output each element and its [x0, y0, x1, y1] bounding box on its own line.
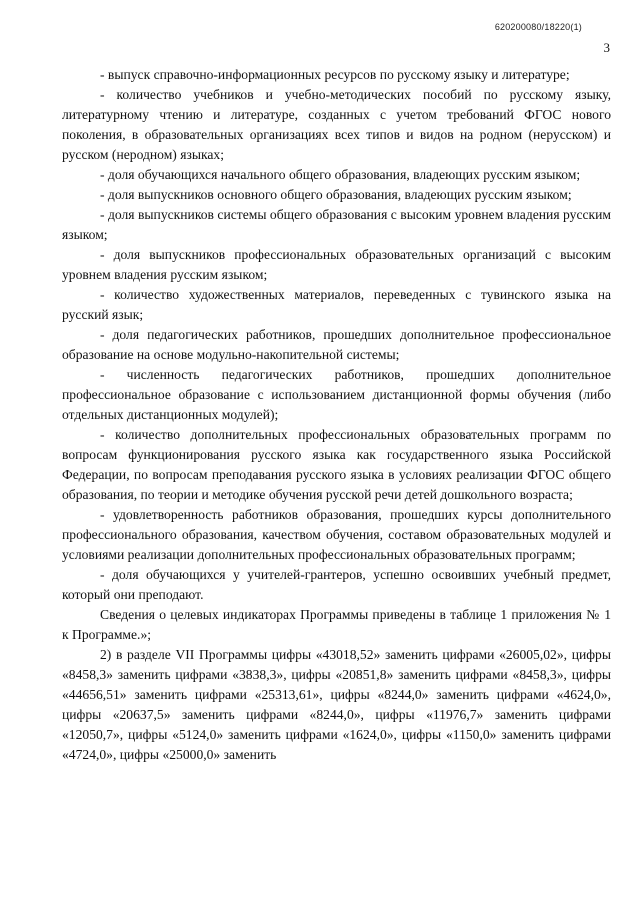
- list-item-general-graduates-share: - доля выпускников системы общего образования с высоким уровнем владения русским языком;: [62, 207, 611, 242]
- indicators-reference-paragraph: Сведения о целевых индикаторах Программы приведены в таблице 1 приложения № 1 к Программе.»;: [62, 607, 611, 642]
- list-item-basic-graduates-share: - доля выпускников основного общего образования, владеющих русским языком;: [100, 187, 572, 202]
- list-item-primary-students-share: - доля обучающихся начального общего образования, владеющих русским языком;: [100, 167, 581, 182]
- list-item-teachers-distance-count: - численность педагогических работников, прошедших дополнительное профессиональное образование с использованием дистанционной формы обучения (либо отдельных дистанционных модулей);: [62, 367, 611, 422]
- list-item-teachers-modular-share: - доля педагогических работников, прошедших дополнительное профессиональное образование на основе модульно-накопительной системы;: [62, 327, 611, 362]
- section-vii-amendment-paragraph: 2) в разделе VII Программы цифры «43018,52» заменить цифрами «26005,02», цифры «8458,3» заменить цифрами «3838,3», цифры «20851,8» заменить цифрами «8458,3», цифры «44656,51» заменить цифрами «25313,61», цифры «8244,0» заменить цифрами «4624,0», цифры «20637,5» заменить цифрами «8244,0», цифры «11976,7» заменить цифрами «12050,7», цифры «5124,0» заменить цифрами «1624,0», цифры «1150,0» заменить цифрами «4724,0», цифры «25000,0» заменить: [62, 647, 611, 762]
- list-item-translated-materials: - количество художественных материалов, переведенных с тувинского языка на русский язык;: [62, 287, 611, 322]
- page-number: 3: [603, 40, 610, 55]
- list-item-textbooks-count: - количество учебников и учебно-методических пособий по русскому языку, литературному чтению и литературе, созданных с учетом требований ФГОС нового поколения, в образовательных организациях всех типов и видов на родном (нерусском) и русском (неродном) языках;: [62, 87, 611, 162]
- document-body: [62, 65, 611, 765]
- list-item-grantee-students-share: - доля обучающихся у учителей-грантеров, успешно освоивших учебный предмет, который они преподают.: [62, 567, 611, 602]
- list-item-programs-count: - количество дополнительных профессиональных образовательных программ по вопросам функционирования русского языка как государственного языка Российской Федерации, по вопросам преподавания русского языка в условиях реализации ФГОС общего образования, по теории и методике обучения русской речи детей дошкольного возраста;: [62, 427, 611, 502]
- document-code: 620200080/18220(1): [494, 22, 582, 32]
- list-item-satisfaction: - удовлетворенность работников образования, прошедших курсы дополнительного профессионального образования, качеством обучения, составом образовательных модулей и условиями реализации дополнительных профессиональных образовательных программ;: [62, 507, 611, 562]
- list-item-vocational-graduates-share: - доля выпускников профессиональных образовательных организаций с высоким уровнем владения русским языком;: [62, 247, 611, 282]
- list-item-reference-resources: - выпуск справочно-информационных ресурсов по русскому языку и литературе;: [100, 67, 570, 82]
